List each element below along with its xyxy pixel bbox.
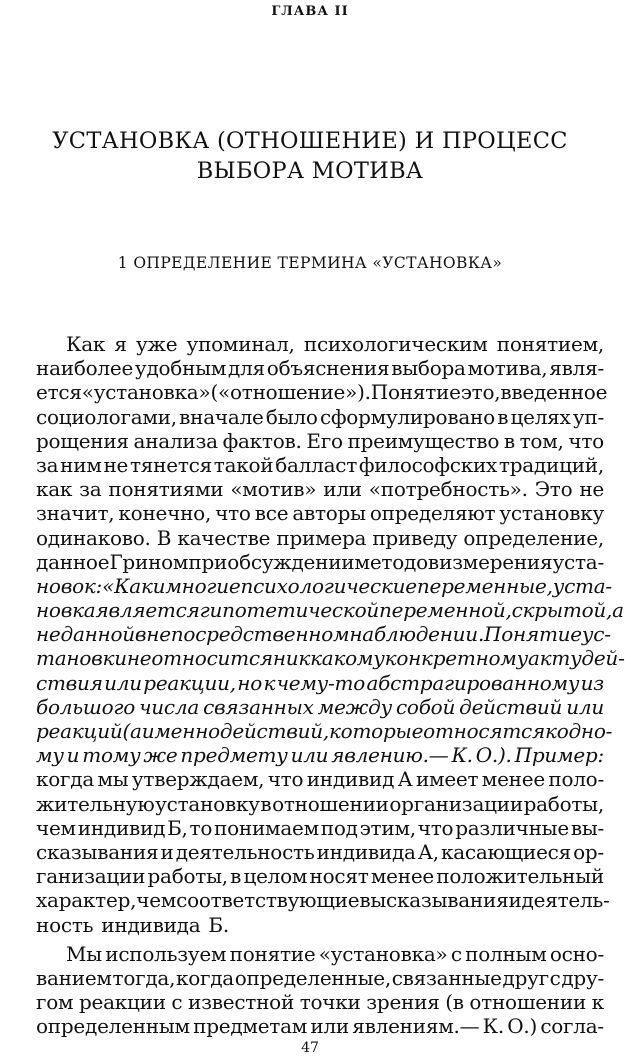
text-line (36, 332, 604, 356)
word: в (260, 791, 272, 816)
word: уп- (572, 404, 604, 429)
word: авторы (292, 501, 366, 526)
word: или (566, 694, 604, 719)
word: ус- (581, 622, 611, 647)
word: упоминал, (186, 332, 295, 356)
word: явлениям.— (352, 1014, 480, 1039)
word: характер, (36, 888, 137, 913)
word: связанные (391, 965, 502, 990)
word: тогда, (112, 965, 176, 990)
word: жительную (36, 791, 155, 816)
word: не (126, 646, 152, 671)
word: сформулировано (319, 404, 495, 429)
word: деятельность (175, 839, 315, 864)
word: относятся (423, 719, 545, 743)
word: известной (188, 990, 295, 1015)
word: в (230, 864, 242, 889)
word: то (189, 815, 213, 840)
word: из (580, 670, 604, 695)
word: понятиями (108, 477, 224, 502)
word: организации (389, 791, 523, 816)
word: Мы (66, 941, 102, 966)
word: и (152, 573, 166, 598)
word: одинаково. (36, 525, 151, 550)
word: наблюдении. (349, 622, 485, 647)
word: балласт (275, 452, 358, 477)
word: Пример: (514, 743, 604, 768)
word: друг (502, 965, 549, 990)
word: под (320, 815, 358, 840)
word: зрения (366, 990, 440, 1015)
word: ним (60, 452, 102, 477)
word: явлению.— (331, 743, 449, 768)
word: понимаем (214, 815, 319, 840)
word: за (79, 477, 102, 502)
text-line (36, 966, 604, 990)
word: акту (527, 646, 582, 671)
word: числа (139, 694, 200, 719)
word: большого (36, 694, 136, 719)
word: определение, (463, 525, 604, 550)
word: индивида (101, 912, 201, 937)
word: относится (151, 646, 273, 671)
word: с (450, 941, 462, 966)
word: носят (309, 864, 369, 889)
word: отношении (469, 990, 587, 1015)
word: этим, (359, 815, 416, 840)
word: данной (60, 622, 135, 647)
word: том, (519, 428, 564, 453)
word: целом (243, 864, 308, 889)
word: а (612, 598, 624, 623)
word: определенные, (234, 965, 391, 990)
word: Б. (208, 912, 229, 937)
text-line (36, 526, 604, 550)
text-line (36, 864, 604, 888)
word: психологическим (303, 332, 488, 356)
word: (а (122, 719, 142, 743)
word: что (267, 767, 304, 792)
word: действий (459, 694, 563, 719)
word: что (568, 428, 604, 453)
word: Как (66, 332, 106, 356)
word: преимущество (347, 428, 500, 453)
word: и (66, 743, 80, 768)
word: переменной, (379, 598, 512, 623)
word: удобным (134, 356, 227, 381)
word: уста- (552, 573, 612, 598)
word: качестве (177, 525, 271, 550)
word: осно- (549, 941, 604, 966)
word: за (36, 452, 59, 477)
word: анализа (133, 428, 218, 453)
word: измерения (439, 549, 553, 574)
word: Понятие (370, 380, 461, 405)
word: тянется (129, 452, 212, 477)
word: не (103, 452, 129, 477)
text-line (36, 888, 610, 913)
word: что (417, 815, 454, 840)
word: когда (36, 767, 95, 792)
word: дей- (581, 646, 625, 671)
word: но (237, 670, 263, 695)
word: социологами, (36, 404, 177, 429)
text-line (36, 550, 604, 574)
word: какому (310, 646, 385, 671)
word: обсуждении (227, 549, 355, 574)
word: это, (460, 380, 501, 405)
word: с (549, 965, 561, 990)
word: чему-то (276, 670, 366, 695)
word: деятель- (521, 888, 610, 913)
word: дру- (561, 965, 604, 990)
text-line (36, 671, 604, 695)
word: ор- (573, 839, 604, 864)
word: установку (499, 501, 604, 526)
text-line (36, 429, 604, 453)
word: А, (417, 839, 439, 864)
word: именно (141, 719, 220, 743)
word: мотива, (467, 356, 548, 381)
word: наиболее (36, 356, 134, 381)
word: соответствующие (176, 888, 360, 913)
word: явля- (549, 356, 604, 381)
word: ганизации (36, 864, 146, 889)
word: Грином (109, 549, 189, 574)
word: К. (451, 743, 473, 768)
text-line (36, 1014, 604, 1038)
word: индивид (77, 815, 166, 840)
word: ность (36, 912, 94, 937)
word: связанных (203, 694, 314, 719)
text-line (36, 990, 604, 1014)
word: примера (276, 525, 367, 550)
text-line (36, 573, 612, 598)
paragraph (36, 942, 604, 1039)
word: положительный (436, 864, 604, 889)
chapter-title (20, 126, 600, 186)
text-line (36, 453, 604, 477)
word: полным (465, 941, 547, 966)
word: целях (510, 404, 571, 429)
word: с (171, 990, 183, 1015)
word: приведу (372, 525, 458, 550)
word: же (143, 743, 178, 768)
word: касающиеся (440, 839, 571, 864)
word: чем (36, 815, 76, 840)
word: все (254, 501, 289, 526)
text-line (36, 622, 611, 647)
word: собой (395, 694, 456, 719)
word: философских (358, 452, 498, 477)
word: к (544, 719, 557, 743)
word: поло- (548, 767, 604, 792)
word: используем (105, 941, 227, 966)
word: является (95, 598, 200, 623)
word: имеет (415, 767, 479, 792)
word: абстрагированному (366, 670, 580, 695)
word: ни (272, 646, 299, 671)
word: к (298, 646, 311, 671)
paragraph (36, 332, 625, 937)
word: мы (97, 767, 129, 792)
word: В (156, 525, 172, 550)
word: или (104, 670, 142, 695)
word: Это (534, 477, 573, 502)
text-line (36, 695, 604, 719)
word: новок: (36, 573, 103, 598)
text-line (36, 743, 604, 767)
word: реакции, (143, 670, 236, 695)
text-line (36, 840, 604, 864)
chapter-label: ГЛАВА II (271, 4, 349, 19)
word: «установка» (81, 380, 211, 405)
page-number: 47 (301, 1040, 319, 1056)
word: установку (155, 791, 260, 816)
word: вначале (179, 404, 264, 429)
word: понятием, (496, 332, 604, 356)
word: тому (82, 743, 141, 768)
word: фактов. (222, 428, 302, 453)
word: переменные, (416, 573, 553, 598)
text-line (36, 792, 604, 816)
text-line (36, 501, 604, 525)
word: или (310, 1014, 349, 1039)
word: му (36, 743, 64, 768)
text-line (36, 913, 604, 937)
word: («отношение»). (210, 380, 371, 405)
word: психологические (240, 573, 417, 598)
word: я (114, 332, 127, 356)
word: понятие (229, 941, 316, 966)
chapter-title-line-2: ВЫБОРА МОТИВА (196, 158, 424, 184)
word: или (323, 477, 362, 502)
word: работы, (523, 791, 604, 816)
word: в (134, 622, 147, 647)
word: значит, (36, 501, 115, 526)
word: традиций, (498, 452, 604, 477)
word: О.). (475, 743, 512, 768)
word: определенным (36, 1014, 190, 1039)
word: данное (36, 549, 110, 574)
word: такой (213, 452, 274, 477)
word: когда (175, 965, 234, 990)
word: ется (36, 380, 82, 405)
word: тановки (36, 646, 127, 671)
word: для (228, 356, 265, 381)
word: скрытой, (511, 598, 613, 623)
text-line (36, 719, 613, 743)
word: уста- (552, 549, 604, 574)
word: различные (455, 815, 569, 840)
word: что (215, 501, 251, 526)
word: реакций (36, 719, 123, 743)
word: и (160, 839, 174, 864)
word: в (497, 404, 509, 429)
word: уже (136, 332, 178, 356)
word: рощения (36, 428, 129, 453)
word: к (591, 990, 604, 1015)
word: Б, (167, 815, 188, 840)
word: введенное (500, 380, 608, 405)
word: отношении (272, 791, 389, 816)
text-line (36, 477, 604, 501)
text-line (36, 646, 625, 671)
word: не (579, 477, 604, 502)
word: новка (36, 598, 96, 623)
word: предметам (193, 1014, 308, 1039)
word: в (503, 428, 515, 453)
word: действий, (219, 719, 329, 743)
word: чем (136, 888, 177, 913)
word: и (508, 888, 522, 913)
word: работы, (147, 864, 228, 889)
word: или (290, 743, 329, 768)
body-text (36, 332, 625, 1039)
word: точки (299, 990, 361, 1015)
text-line (36, 356, 604, 380)
word: «потребность». (368, 477, 528, 502)
word: конечно, (118, 501, 212, 526)
word: гом (36, 990, 74, 1015)
word: индивида (316, 839, 416, 864)
text-line (36, 598, 624, 623)
word: «установка» (318, 941, 448, 966)
word: О.) (507, 1014, 538, 1039)
word: было (265, 404, 318, 429)
word: непосредственном (146, 622, 350, 647)
word: (в (445, 990, 464, 1015)
word: высказывания (359, 888, 509, 913)
word: предмету (180, 743, 288, 768)
word: реакции (78, 990, 166, 1015)
word: ванием (36, 965, 112, 990)
word: согла- (540, 1014, 604, 1039)
chapter-title-line-1: УСТАНОВКА (ОТНОШЕНИЕ) И ПРОЦЕСС (52, 128, 568, 154)
word: менее (481, 767, 545, 792)
text-line (36, 767, 604, 791)
word: не (36, 622, 61, 647)
word: конкретному (384, 646, 528, 671)
word: «мотив» (230, 477, 317, 502)
word: как (36, 477, 73, 502)
word: между (317, 694, 392, 719)
word: Понятие (484, 622, 582, 647)
word: Его (306, 428, 343, 453)
word: определяют (369, 501, 496, 526)
word: К. (482, 1014, 504, 1039)
word: утверждаем, (131, 767, 265, 792)
word: которые (328, 719, 424, 743)
word: методов (354, 549, 439, 574)
section-heading: 1 ОПРЕДЕЛЕНИЕ ТЕРМИНА «УСТАНОВКА» (117, 254, 503, 272)
text-line (36, 942, 604, 966)
word: ствия (36, 670, 103, 695)
word: объяснения (266, 356, 390, 381)
word: к (263, 670, 276, 695)
word: индивид (306, 767, 395, 792)
word: вы- (570, 815, 604, 840)
word: гипотетической (199, 598, 379, 623)
word: одно- (556, 719, 613, 743)
word: менее (370, 864, 434, 889)
word: сказывания (36, 839, 159, 864)
word: при (188, 549, 228, 574)
word: «Как (102, 573, 153, 598)
word: многие (165, 573, 241, 598)
word: А (397, 767, 413, 792)
text-line (36, 405, 604, 429)
word: выбора (391, 356, 466, 381)
text-line (36, 380, 608, 405)
text-line (36, 816, 604, 840)
